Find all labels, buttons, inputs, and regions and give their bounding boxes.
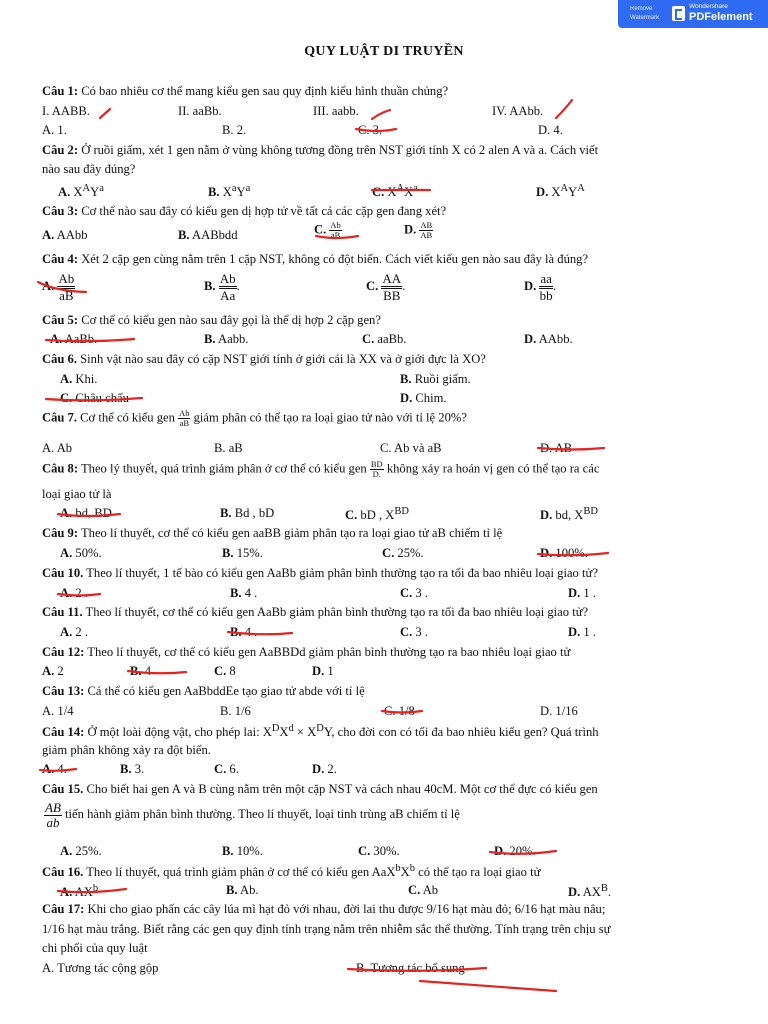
question-1: Câu 1: Có bao nhiêu cơ thể mang kiểu gen sau quy định kiểu hình thuần chủng? [42,84,449,98]
q13-option-c: C. 1/8 [384,704,415,718]
q1-option-c: C. 3. [358,123,383,137]
q6-option-d: D. Chim. [400,391,447,405]
q7-option-b: B. aB [214,441,243,455]
q1-option-a: A. 1. [42,123,67,137]
q3-option-b: B. AABbdd [178,228,238,242]
q13-option-b: B. 1/6 [220,704,251,718]
question-14: Câu 14: Ở một loài động vật, cho phép lai: $X^DX^d \times X^DY$, cho đời con có tối đa bao nhiêu kiểu gen? Quá trình [42,723,599,740]
q1-option-b: B. 2. [222,123,247,137]
q6-option-c: C. Châu chấu [60,391,129,405]
q11-option-a: A. 2 . [60,625,88,639]
q4-option-d: D. $\frac{aa}{bb}$ . [524,271,557,303]
q4-option-a: A. $\frac{Ab}{aB}$ [42,271,75,303]
q14-option-d: D. 2. [312,762,337,776]
q11-option-b: B. 4 . [230,625,258,639]
mark-q1-item4 [556,100,572,118]
q16-option-d: D. $AX^B$. [568,883,612,900]
page-title: QUY LUẬT DI TRUYỀN [304,44,464,59]
question-10: Câu 10. Theo lí thuyết, 1 tế bào có kiểu gen AaBb giảm phân bình thường tạo ra tối đa bao nhiêu loại giao tử? [42,566,598,580]
question-3: Câu 3: Cơ thể nào sau đây có kiểu gen dị hợp tử về tất cả các cặp gen đang xét? [42,204,447,218]
product-name: PDFelement [689,11,753,23]
q10-option-d: D. 1 . [568,586,596,600]
q5-option-b: B. Aabb. [204,332,249,346]
q16-option-a: A. $AX^b$ [60,883,99,900]
q7-option-c: C. Ab và aB [380,441,442,455]
q1-item-1: I. AABB. [42,104,90,118]
pdfelement-watermark-banner[interactable] [618,0,768,28]
question-13: Câu 13: Cá thể có kiểu gen AaBbddEe tạo giao tử abde với tỉ lệ [42,684,365,698]
q15-option-b: B. 10%. [222,844,263,858]
q5-option-c: C. aaBb. [362,332,407,346]
question-6: Câu 6. Sinh vật nào sau đây có cặp NST giới tính ở giới cái là XX và ở giới đực là XO? [42,352,486,366]
q7-option-a: A. Ab [42,441,73,455]
q10-option-b: B. 4 . [230,586,258,600]
q2-option-b: B. $X^aY^a$ [208,183,251,200]
q2-option-a: A. $X^AY^a$ [58,183,104,200]
question-8: Câu 8: Theo lý thuyết, quá trình giảm phân ở cơ thể có kiểu gen $\frac{BD}{D.}$ không xảy ra hoán vị gen có thể tạo ra các [42,459,600,479]
q15-option-a: A. 25%. [60,844,102,858]
q9-option-d: D. 100%. [540,546,588,560]
q11-option-c: C. 3 . [400,625,428,639]
q12-option-a: A. 2 [42,664,64,678]
mark-q17-sweep [420,981,556,991]
question-12: Câu 12: Theo lí thuyết, cơ thể có kiểu gen AaBBDd giảm phân bình thường tạo ra bao nhiêu loại giao tử [42,645,571,659]
q4-option-b: B. $\frac{Ab}{Aa}$ . [204,271,240,303]
q10-option-a: A. 2 . [60,586,88,600]
q12-option-b: B. 4 [130,664,152,678]
q9-option-a: A. 50%. [60,546,102,560]
question-15-line-2: $\frac{AB}{ab}$ tiến hành giảm phân bình thường. Theo lí thuyết, loại tinh trùng aB chiếm tỉ lệ [45,800,460,830]
question-5: Câu 5: Cơ thể có kiểu gen nào sau đây gọi là thể dị hợp 2 cặp gen? [42,313,381,327]
q2-option-d: D. $X^AY^A$ [536,183,585,200]
q4-option-c: C. $\frac{AA}{BB}$ . [366,271,406,303]
question-14-line-2: giảm phân không xảy ra đột biến. [42,743,211,757]
q8-option-c: C. bD , $X^{BD}$ [345,506,409,523]
question-2: Câu 2: Ở ruồi giấm, xét 1 gen nằm ở vùng không tương đồng trên NST giới tính X có 2 alen A và a. Cách viết [42,143,599,157]
q16-option-c: C. Ab [408,883,439,897]
q14-option-c: C. 6. [214,762,239,776]
q17-option-b: B. Tương tác bổ sung [356,961,465,975]
q8-option-b: B. Bd , bD [220,506,275,520]
mark-q1-item3 [372,110,390,119]
question-17-line-3: chi phối của quy luật [42,941,148,955]
q14-option-a: A. 4. [42,762,67,776]
question-4: Câu 4: Xét 2 cặp gen cùng nằm trên 1 cặp NST, không có đột biến. Cách viết kiểu gen nào sau đây là đúng? [42,252,589,266]
q5-option-d: D. AAbb. [524,332,573,346]
q11-option-d: D. 1 . [568,625,596,639]
question-8-line-2: loại giao tử là [42,487,112,501]
brand-name: Wondershare [689,3,728,10]
pdfelement-logo-icon [672,6,685,21]
question-16: Câu 16. Theo lí thuyết, quá trình giảm phân ở cơ thể có kiểu gen $AaX^bX^b$ có thể tạo ra loại giao tử [42,863,541,880]
q14-option-b: B. 3. [120,762,145,776]
q3-option-d: D. $\frac{AB}{AB}$ [404,220,433,240]
question-17: Câu 17: Khi cho giao phấn các cây lúa mì hạt đỏ với nhau, đời lai thu được 9/16 hạt màu đỏ; 6/16 hạt màu nâu; [42,902,606,916]
question-11: Câu 11. Theo lí thuyết, cơ thể có kiểu gen AaBb giảm phân bình thường tạo ra tối đa bao nhiêu loại giao tử? [42,605,589,619]
q7-option-d: D. AB [540,441,573,455]
q8-option-d: D. bd, $X^{BD}$ [540,506,598,523]
q15-option-c: C. 30%. [358,844,400,858]
q9-option-c: C. 25%. [382,546,424,560]
q6-option-a: A. Khi. [60,372,98,386]
q8-option-a: A. bd, BD [60,506,112,520]
q5-option-a: A. AaBb. [50,332,98,346]
q9-option-b: B. 15%. [222,546,263,560]
q17-option-a: A. Tương tác cộng gộp [42,961,159,975]
q3-option-a: A. AAbb [42,228,88,242]
q1-item-3: III. aabb. [313,104,359,118]
question-17-line-2: 1/16 hạt màu trắng. Biết rằng các gen quy định tính trạng nằm trên nhiễm sắc thể thường. Tính trạng trên chịu sự [42,922,611,936]
q10-option-c: C. 3 . [400,586,428,600]
q12-option-d: D. 1 [312,664,334,678]
q13-option-a: A. 1/4 [42,704,74,718]
q1-item-2: II. aaBb. [178,104,222,118]
q2-option-c: C. $X^AX^a$ [372,183,418,200]
q13-option-d: D. 1/16 [540,704,578,718]
question-7: Câu 7. Cơ thể có kiểu gen $\frac{Ab}{aB}$ giảm phân có thể tạo ra loại giao tử nào với tỉ lệ 20%? [42,408,467,428]
q1-item-4: IV. AAbb. [492,104,544,118]
q1-option-d: D. 4. [538,123,563,137]
question-9: Câu 9: Theo lí thuyết, cơ thể có kiểu gen aaBB giảm phân tạo ra loại giao tử aB chiếm tỉ lệ [42,526,503,540]
mark-q1-item1 [100,109,110,118]
q12-option-c: C. 8 [214,664,236,678]
remove-watermark-label[interactable]: Remove Watermark [630,6,660,21]
q15-option-d: D. 20%. [494,844,536,858]
q16-option-b: B. Ab. [226,883,259,897]
q6-option-b: B. Ruồi giấm. [400,372,471,386]
question-15: Câu 15. Cho biết hai gen A và B cùng nằm trên một cặp NST và cách nhau 40cM. Một cơ thể đực có kiểu gen [42,782,598,796]
question-2-line-2: nào sau đây đúng? [42,162,136,176]
q3-option-c: C. $\frac{Ab}{aB}$ [314,220,341,240]
